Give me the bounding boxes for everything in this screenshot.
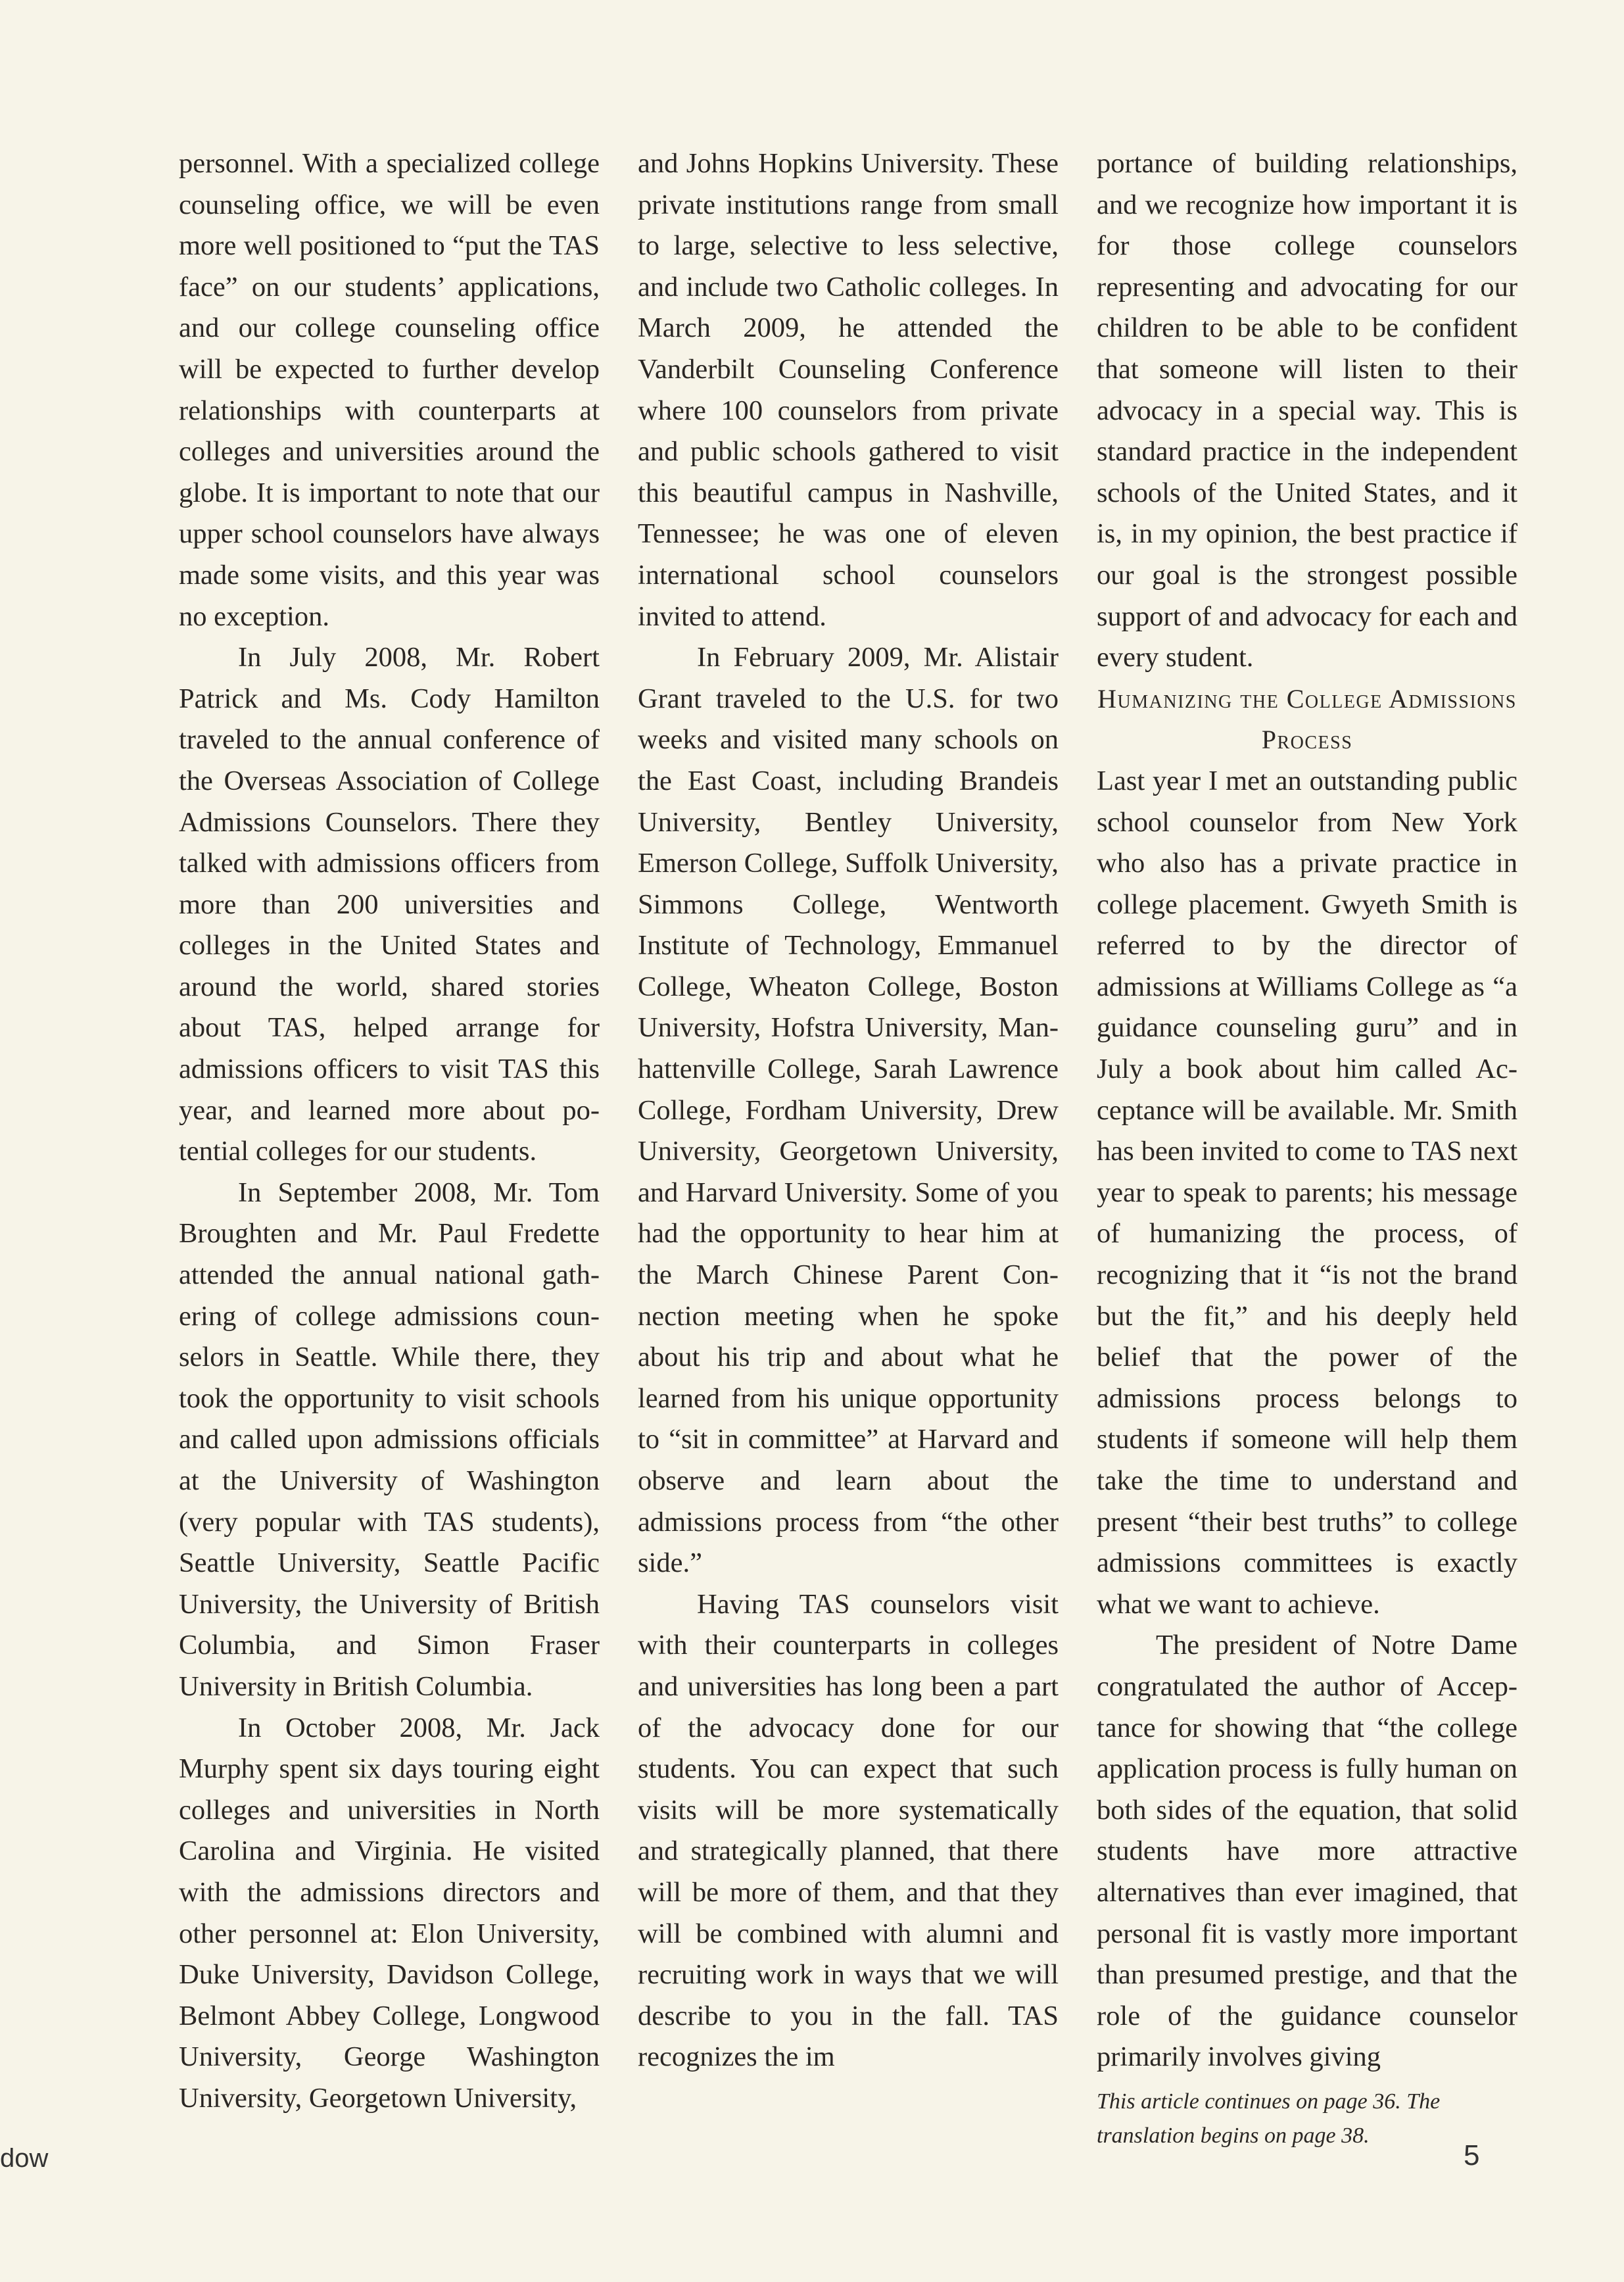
paragraph: and Johns Hopkins University. These private institutions range from small to large, selective to less selective, and include two Catholic colleges. In March 2009, he attended the Vanderbilt Counseling Conference where 100 counselors from private and public schools gathered to visit this beautiful campus in Nashville, Tennessee; he was one of eleven international school counselors invited to attend. bbox=[638, 148, 1059, 632]
footer-fragment: dow bbox=[0, 2144, 49, 2173]
continuation-note: This article continues on page 36. The translation begins on page 38. bbox=[1097, 2089, 1441, 2148]
column-1 bbox=[179, 143, 600, 2120]
paragraph: portance of building relationships, and we recognize how important it is for those college counselors representing and advocating for our children to be able to be confident that someone will listen to their advocacy in a special way. This is standard practice in the independent schools of the United States, and it is, in my opinion, the best practice if our goal is the strongest possible support of and advocacy for each and every student. bbox=[1097, 148, 1517, 673]
column-2 bbox=[638, 143, 1059, 2078]
paragraph: In February 2009, Mr. Alistair Grant traveled to the U.S. for two weeks and visited many schools on the East Coast, including Brandeis University, Bentley University, Emerson College, Suffolk University, Simmons College, Wentworth Institute of Technology, Emmanuel College, Wheaton College, Boston University, Hofstra University, Manhattenville College, Sarah Lawrence College, Fordham University, Drew University, Georgetown University, and Harvard University. Some of you had the opportunity to hear him at the March Chinese Parent Connection meeting when he spoke about his trip and about what he learned from his unique opportunity to “sit in committee” at Harvard and observe and learn about the admissions process from “the other side.” bbox=[638, 642, 1059, 1579]
paragraph: In July 2008, Mr. Robert Patrick and Ms. Cody Hamilton traveled to the annual conference of the Overseas Association of College Admissions Counselors. There they talked with admissions officers from more than 200 universities and colleges in the United States and around the world, shared stories about TAS, helped arrange for admissions officers to visit TAS this year, and learned more about potential colleges for our students. bbox=[179, 642, 600, 1167]
paragraph: personnel. With a specialized college counseling office, we will be even more well positioned to “put the TAS face” on our students’ applications, and our college counseling office will be expected to further develop relationships with counterparts at colleges and universities around the globe. It is important to note that our upper school counselors have always made some visits, and this year was no exception. bbox=[179, 148, 600, 632]
paragraph: Having TAS counselors visit with their counterparts in colleges and universities has long been a part of the advocacy done for our students. You can expect that such visits will be more systematically and strategically planned, that there will be more of them, and that they will be combined with alumni and recruiting work in ways that we will describe to you in the fall. TAS recognizes the im bbox=[638, 1588, 1059, 2073]
paragraph: Last year I met an outstanding public school counselor from New York who also has a private practice in college placement. Gwyeth Smith is referred to by the director of admissions at Williams College as “a guidance counseling guru” and in July a book about him called Acceptance will be available. Mr. Smith has been invited to come to TAS next year to speak to parents; his message of humanizing the process, of recognizing that it “is not the brand but the fit,” and his deeply held belief that the power of the admissions process belongs to students if someone will help them take the time to understand and present “their best truths” to college admissions committees is exactly what we want to achieve. bbox=[1097, 765, 1517, 1620]
page-number: 5 bbox=[1464, 2139, 1480, 2172]
paragraph: The president of Notre Dame congratulated the author of Acceptance for showing that “the college application process is fully human on both sides of the equation, that solid students have more attractive alternatives than ever imagined, that personal fit is vastly more important than presumed prestige, and that the role of the guidance counselor primarily involves giving bbox=[1097, 1630, 1517, 2073]
column-3 bbox=[1097, 143, 1517, 2153]
section-heading: Humanizing the College Admissions Process bbox=[1097, 683, 1517, 755]
paragraph: In October 2008, Mr. Jack Murphy spent six days touring eight colleges and universities in North Carolina and Virginia. He visited with the admissions directors and other personnel at: Elon University, Duke University, Davidson College, Belmont Abbey College, Longwood University, George Washington University, Georgetown University, bbox=[179, 1712, 600, 2114]
paragraph: In September 2008, Mr. Tom Broughten and Mr. Paul Fredette attended the annual national gathering of college admissions counselors in Seattle. While there, they took the opportunity to visit schools and called upon admissions officials at the University of Washington (very popular with TAS students), Seattle University, Seattle Pacific University, the University of British Columbia, and Simon Fraser University in British Columbia. bbox=[179, 1177, 600, 1702]
